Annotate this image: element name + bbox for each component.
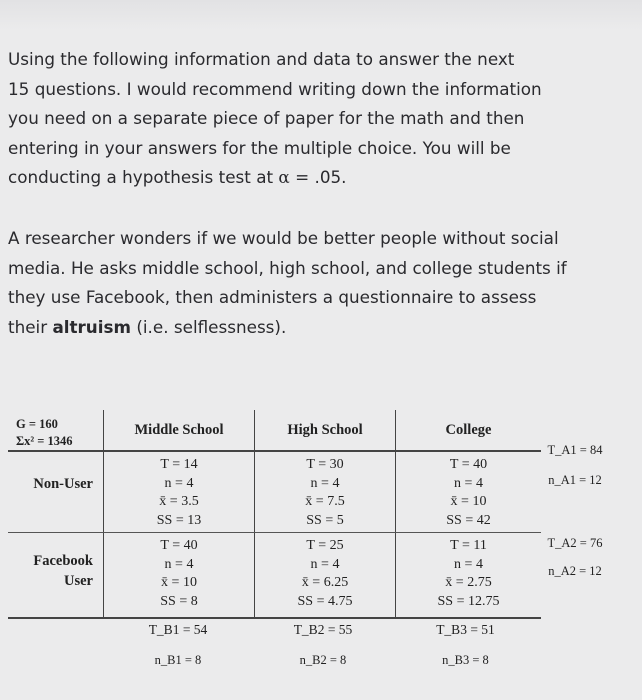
cell-line: T = 14: [160, 457, 198, 472]
grand-stats: [8, 410, 104, 451]
intro-line: entering in your answers for the multiple choice. You will be: [8, 137, 511, 158]
table-row: [8, 533, 541, 619]
cell-line: SS = 12.75: [437, 593, 500, 609]
cell-line: n = 4: [454, 556, 483, 572]
scenario-line: [8, 313, 628, 343]
table-row: [8, 451, 541, 533]
cell-line: T = 11: [450, 538, 487, 553]
column-n: n_B1 = 8: [154, 653, 202, 667]
row-label-cell: [8, 533, 104, 619]
intro-line: [8, 163, 628, 193]
scenario-paragraph: [8, 224, 628, 342]
row-label: [8, 533, 103, 591]
column-total: T_B1 = 54: [148, 622, 208, 637]
grand-total: G = 160: [16, 417, 58, 431]
cell-line: SS = 4.75: [297, 593, 353, 609]
grand-stats-text: [8, 410, 103, 450]
scenario-text: their: [8, 316, 53, 337]
top-shadow: [0, 0, 642, 30]
cell-line: x̄ = 7.5: [305, 494, 345, 509]
data-figure: [8, 398, 638, 698]
scenario-line: they use Facebook, then administers a questionnaire to assess: [8, 287, 537, 307]
cell-line: n = 4: [454, 475, 483, 491]
data-table: [8, 410, 541, 619]
cell-line: n = 4: [310, 475, 340, 491]
cell-line: T = 30: [306, 457, 344, 472]
cell-line: T = 40: [160, 538, 198, 553]
cell-stack: [104, 452, 254, 530]
cell-line: n = 4: [164, 475, 194, 491]
cell-line: x̄ = 3.5: [159, 494, 199, 509]
period: .: [341, 167, 347, 187]
table-cell: [255, 533, 396, 619]
row-label-cell: [8, 451, 104, 533]
cell-line: T = 40: [449, 457, 488, 472]
cell-line: x̄ = 2.75: [445, 575, 492, 590]
column-total: T_B2 = 55: [293, 622, 353, 637]
intro-text: conducting a hypothesis test at: [8, 167, 274, 187]
alpha-symbol: α: [278, 167, 290, 187]
intro-line: Using the following information and data to answer the next: [8, 49, 515, 69]
table-cell: [104, 533, 255, 619]
cell-line: x̄ = 10: [161, 575, 197, 590]
cell-stack: [255, 452, 395, 530]
table-cell: [104, 451, 255, 533]
cell-stack: [396, 452, 541, 530]
row-total: T_A2 = 76: [547, 536, 603, 550]
column-header: College: [396, 410, 542, 451]
row-label: Non-User: [33, 476, 93, 492]
intro-line: you need on a separate piece of paper for the math and then: [8, 108, 525, 128]
cell-line: T = 25: [306, 538, 344, 553]
cell-line: n = 4: [164, 556, 194, 572]
cell-line: n = 4: [310, 556, 340, 572]
row-n: n_A2 = 12: [548, 564, 602, 578]
column-n: n_B3 = 8: [442, 653, 489, 667]
cell-line: SS = 42: [446, 512, 491, 528]
cell-line: SS = 5: [306, 512, 344, 528]
cell-line: SS = 8: [160, 593, 198, 609]
cell-stack: [104, 533, 254, 611]
column-header: Middle School: [104, 410, 255, 451]
instructions-paragraph: [8, 45, 628, 193]
altruism-term: altruism: [52, 316, 131, 337]
scenario-line: media. He asks middle school, high school, and college students if: [8, 257, 567, 278]
sum-x-squared: Σx² = 1346: [16, 434, 73, 448]
cell-stack: [255, 533, 395, 611]
column-total: T_B3 = 51: [436, 622, 495, 637]
column-n: n_B2 = 8: [299, 653, 347, 667]
table-cell: [255, 451, 396, 533]
row-n: n_A1 = 12: [548, 473, 602, 487]
row-label-line: User: [64, 573, 93, 589]
cell-line: x̄ = 6.25: [301, 575, 349, 590]
row-label-line: Facebook: [33, 553, 93, 569]
column-header: High School: [255, 410, 396, 451]
row-total: T_A1 = 84: [547, 443, 603, 457]
scenario-text: (i.e. selflessness).: [131, 316, 287, 337]
scenario-line: A researcher wonders if we would be better people without social: [8, 228, 559, 248]
cell-line: SS = 13: [156, 512, 202, 528]
cell-line: x̄ = 10: [450, 494, 487, 509]
table-cell: [396, 451, 542, 533]
alpha-value: = .05: [289, 167, 342, 187]
intro-line: 15 questions. I would recommend writing down the information: [8, 78, 542, 99]
